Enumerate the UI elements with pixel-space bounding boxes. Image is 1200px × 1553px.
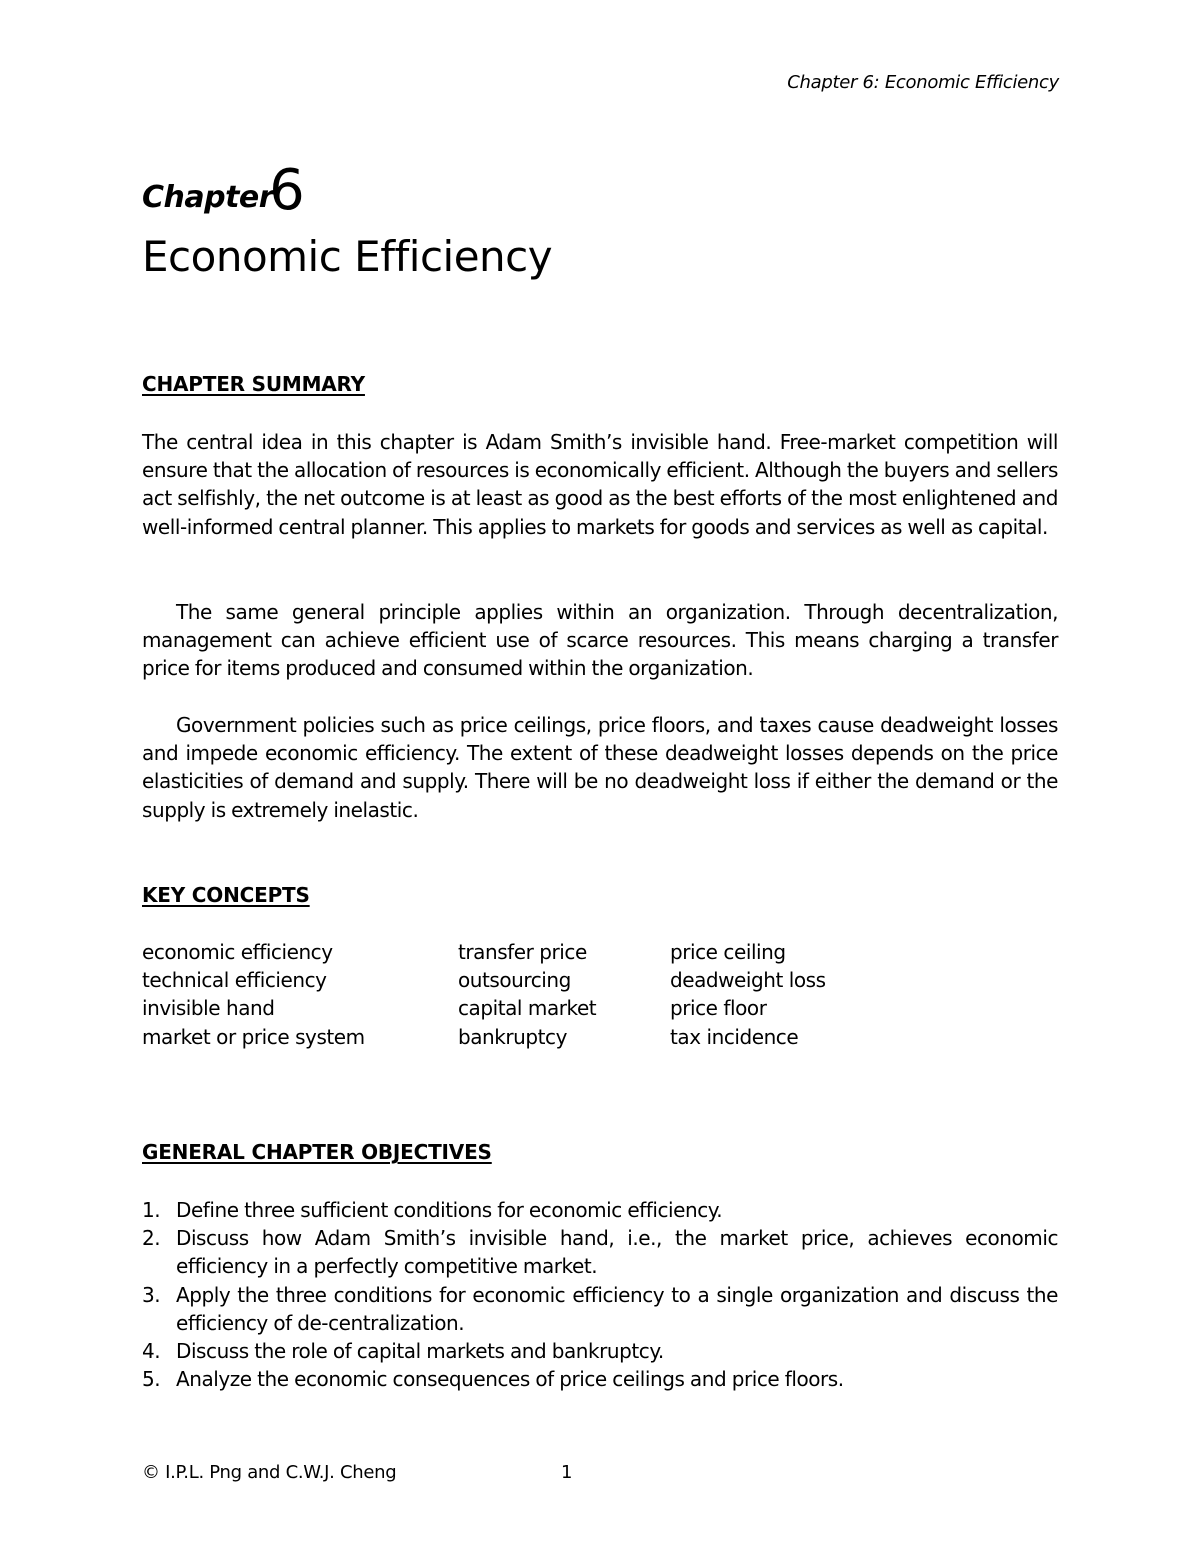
key-concepts-heading: KEY CONCEPTS xyxy=(142,883,310,907)
objectives-heading: GENERAL CHAPTER OBJECTIVES xyxy=(142,1140,492,1164)
objective-number: 2. xyxy=(142,1226,161,1251)
objective-number: 1. xyxy=(142,1198,161,1222)
summary-paragraph-2: The same general principle applies within an organization. Through decentralization, management can achieve efficient use of scarce resources. This means charging a transfer price for items produced and consumed within the organization. xyxy=(142,600,1058,681)
summary-paragraph-3: Government policies such as price ceilings, price floors, and taxes cause deadweight losses and impede economic efficiency. The extent of these deadweight losses depends on the price elasticities of demand and supply. There will be no deadweight loss if either the demand or the supply is extremely inelastic. xyxy=(142,713,1058,822)
footer-copyright: © I.P.L. Png and C.W.J. Cheng xyxy=(142,1462,397,1483)
objective-text: Discuss how Adam Smith’s invisible hand, i.e., the market price, achieves economic efficiency in a perfectly competitive market. xyxy=(176,1226,1058,1279)
objective-item xyxy=(142,1224,1058,1280)
concepts-column-3 xyxy=(670,938,826,1051)
running-header: Chapter 6: Economic Efficiency xyxy=(787,72,1059,93)
concept-item: technical efficiency xyxy=(142,968,327,993)
concepts-column-2 xyxy=(458,938,596,1051)
concept-item: capital market xyxy=(458,996,597,1021)
summary-paragraph-1: The central idea in this chapter is Adam Smith’s invisible hand. Free-market competition will ensure that the allocation of resources is economically efficient. Although the buyers and sellers act selfishly, the net outcome is at least as good as the best efforts of the most enlightened and well-informed central planner. This applies to markets for goods and services as well as capital. xyxy=(142,430,1058,539)
objective-item xyxy=(142,1337,1058,1365)
chapter-summary-heading: CHAPTER SUMMARY xyxy=(142,372,365,396)
concept-item: market or price system xyxy=(142,1024,365,1049)
chapter-number: 6 xyxy=(269,158,305,223)
objective-text: Discuss the role of capital markets and bankruptcy. xyxy=(176,1339,664,1364)
objective-text: Define three sufficient conditions for economic efficiency. xyxy=(176,1198,723,1222)
concept-item: transfer price xyxy=(458,940,587,964)
concept-item: tax incidence xyxy=(670,1024,799,1049)
concept-item: bankruptcy xyxy=(458,1024,567,1049)
objective-item xyxy=(142,1281,1058,1337)
objective-number: 5. xyxy=(142,1367,161,1392)
objective-number: 4. xyxy=(142,1339,161,1364)
concept-item: outsourcing xyxy=(458,968,571,993)
objective-text: Apply the three conditions for economic efficiency to a single organization and discuss the efficiency of de-centralization. xyxy=(176,1282,1058,1335)
objectives-list xyxy=(142,1196,1058,1393)
chapter-label xyxy=(142,158,305,223)
concept-item: deadweight loss xyxy=(670,968,826,993)
concept-item: economic efficiency xyxy=(142,940,333,964)
concept-item: invisible hand xyxy=(142,996,275,1021)
objective-item xyxy=(142,1196,1058,1224)
concept-item: price floor xyxy=(670,996,767,1021)
objective-text: Analyze the economic consequences of price ceilings and price floors. xyxy=(176,1367,844,1392)
objective-number: 3. xyxy=(142,1282,161,1307)
footer-page-number: 1 xyxy=(561,1462,573,1483)
objective-item xyxy=(142,1365,1058,1393)
chapter-title: Economic Efficiency xyxy=(142,232,553,281)
concepts-column-1 xyxy=(142,938,365,1051)
chapter-word: Chapter xyxy=(142,180,274,215)
concept-item: price ceiling xyxy=(670,940,786,964)
